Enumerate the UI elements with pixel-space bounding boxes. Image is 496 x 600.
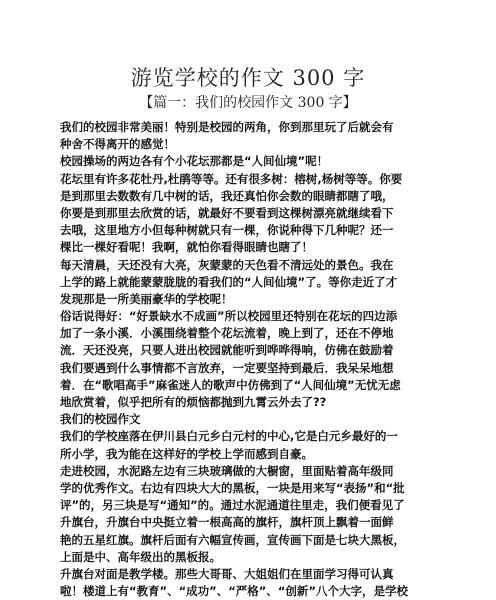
text-line: 是到那里去数数有几中树的话，我还真怕你会数的眼睛都瞎了哦， <box>60 188 394 203</box>
text-line: 艳的五星红旗。旗杆后面有六幅宣传画，宣传画下面是七块大黑板， <box>60 532 405 547</box>
text-line: 我们要遇到什么事情都不言放弃，一定要坚持到最后．我呆呆地想 <box>60 360 394 375</box>
text-line: 地欣赏着，似乎把所有的烦恼都抛到九霄云外去了?? <box>60 395 327 409</box>
section-subtitle: 【篇一：我们的校园作文 300 字】 <box>139 95 357 111</box>
text-line: 升旗台对面是教学楼。那些大哥哥、大姐姐们在里面学习得可认真 <box>60 566 394 581</box>
text-line: 上面是中、高年级出的黑板报。 <box>60 549 221 564</box>
text-line: 所小学，我为能在这样好的学校上学而感到自豪。 <box>60 446 313 461</box>
text-line: 我们的学校座落在伊川县白元乡白元村的中心,它是白元乡最好的一 <box>60 429 398 444</box>
essay-body <box>60 119 444 600</box>
text-line: 啦！楼道上有“教育”、“成功”、“严格”、“创新”八个大字，是学校 <box>60 584 408 599</box>
text-line: 升旗台，升旗台中央挺立着一根高高的旗杆，旗杆顶上飘着一面鲜 <box>60 515 394 530</box>
text-line: 我们的校园非常美丽！特别是校园的两角，你到那里玩了后就会有 <box>60 120 394 134</box>
text-line: 我们的校园作文 <box>60 412 141 427</box>
text-line: 着．在“歌唱高手”麻雀迷人的歌声中仿佛到了“人间仙境”无忧无虑 <box>60 377 401 392</box>
text-line: 种舍不得离开的感觉！ <box>60 137 175 152</box>
text-line: 上学的路上就能蒙蒙胧胧的看我们的“人间仙境”了。等你走近了才 <box>60 274 398 289</box>
text-line: 你要是到那里去欣赏的话，就最好不要看到这棵树漂亮就继续看下 <box>60 205 394 220</box>
text-line: 校园操场的两边各有个小花坛那都是“人间仙境”呢！ <box>60 154 329 169</box>
text-line: 去哦，这里地方小但每种树就只有一棵，你说种得下几种呢？还一 <box>60 223 394 238</box>
page-title: 游览学校的作文 300 字 <box>130 66 366 90</box>
text-line: 俗话说得好：“好景缺水不成画”所以校园里还特别在花坛的四边添 <box>60 309 398 324</box>
text-line: 流．天还没亮，只要人进出校园就能听到哗哗得响，仿佛在鼓励着 <box>60 343 394 358</box>
text-line: 走进校园，水泥路左边有三块玻璃做的大橱窗，里面贴着高年级同 <box>60 463 394 478</box>
text-line: 加了一条小溪．小溪围绕着整个花坛流着，晚上到了，还在不停地 <box>60 326 394 341</box>
text-line: 发现那是一所美丽豪华的学校呢！ <box>60 291 233 306</box>
text-line: 评”的，另三块是写“通知”的。通过水泥通道往里走，我们便看见了 <box>60 498 405 513</box>
text-line: 学的优秀作文。右边有四块大大的黑板，一块是用来写“表扬”和“批 <box>60 480 405 495</box>
text-line: 棵比一棵好看呢！我啊，就怕你看得眼睛也瞎了！ <box>60 240 313 255</box>
text-line: 每天清晨，天还没有大亮，灰蒙蒙的天色看不清远处的景色。我在 <box>60 257 394 272</box>
text-line: 花坛里有许多花牡丹,杜鹃等等。还有很多树：榕树,杨树等等。你要 <box>60 171 403 186</box>
